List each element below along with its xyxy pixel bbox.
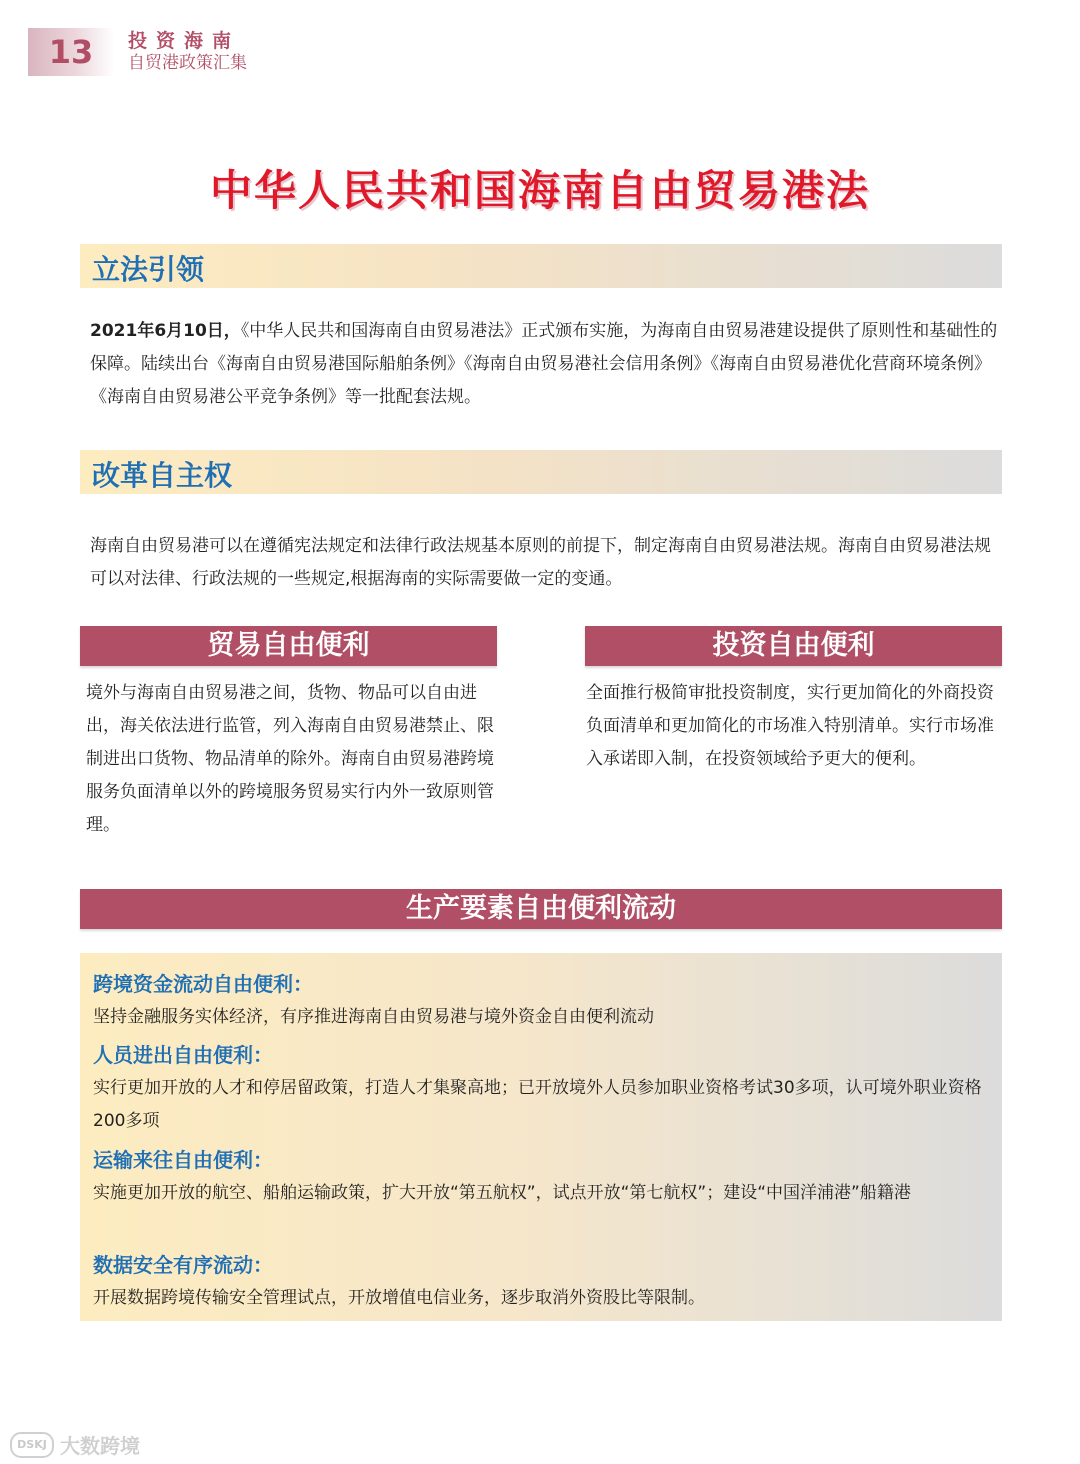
factors-box	[80, 953, 1002, 1321]
factor-title: 人员进出自由便利：	[93, 1043, 273, 1067]
trade-paragraph: 境外与海南自由贸易港之间，货物、物品可以自由进出，海关依法进行监管，列入海南自由贸易港禁止、限制进出口货物、物品清单的除外。海南自由贸易港跨境服务负面清单以外的跨境服务贸易实行内外一致原则管理。	[86, 683, 494, 835]
factor-text: 开展数据跨境传输安全管理试点，开放增值电信业务，逐步取消外资股比等限制。	[93, 1288, 705, 1308]
factor-title: 数据安全有序流动：	[93, 1253, 273, 1277]
page-number: 13	[28, 28, 114, 76]
watermark	[10, 1430, 140, 1459]
factors-heading: 生产要素自由便利流动	[80, 889, 1002, 929]
watermark-logo-icon: DSKJ	[10, 1432, 54, 1458]
section-heading-bar	[80, 244, 1002, 288]
watermark-text: 大数跨境	[60, 1434, 140, 1458]
factor-text: 实施更加开放的航空、船舶运输政策，扩大开放“第五航权”，试点开放“第七航权”；建设“中国洋浦港”船籍港	[93, 1183, 911, 1203]
investment-heading: 投资自由便利	[585, 626, 1002, 666]
factor-text: 坚持金融服务实体经济，有序推进海南自由贸易港与境外资金自由便利流动	[93, 1007, 654, 1027]
legislation-body: 《中华人民共和国海南自由贸易港法》正式颁布实施，为海南自由贸易港建设提供了原则性和基础性的保障。陆续出台《海南自由贸易港国际船舶条例》《海南自由贸易港社会信用条例》《海南自由贸易港优化营商环境条例》《海南自由贸易港公平竞争条例》等一批配套法规。	[90, 321, 998, 407]
list-item	[93, 1248, 993, 1315]
reform-paragraph: 海南自由贸易港可以在遵循宪法规定和法律行政法规基本原则的前提下，制定海南自由贸易港法规。海南自由贸易港法规可以对法律、行政法规的一些规定,根据海南的实际需要做一定的变通。	[90, 536, 991, 589]
investment-paragraph: 全面推行极简审批投资制度，实行更加简化的外商投资负面清单和更加简化的市场准入特别清单。实行市场准入承诺即入制，在投资领域给予更大的便利。	[586, 683, 994, 769]
factor-title: 跨境资金流动自由便利：	[93, 972, 313, 996]
series-title-line2: 自贸港政策汇集	[128, 52, 247, 73]
list-item	[93, 1143, 993, 1210]
section-heading-legislation: 立法引领	[92, 253, 205, 286]
factor-text: 实行更加开放的人才和停居留政策，打造人才集聚高地；已开放境外人员参加职业资格考试30多项，认可境外职业资格200多项	[93, 1078, 982, 1131]
series-title	[128, 29, 247, 73]
list-item	[93, 1038, 993, 1138]
series-title-line1: 投资海南	[128, 29, 241, 52]
section-heading-reform: 改革自主权	[92, 459, 233, 492]
legislation-paragraph	[90, 315, 998, 414]
list-item	[93, 967, 993, 1034]
page-title: 中华人民共和国海南自由贸易港法	[209, 166, 870, 215]
factor-title: 运输来往自由便利：	[93, 1148, 273, 1172]
section-heading-bar	[80, 450, 1002, 494]
trade-heading: 贸易自由便利	[80, 626, 497, 666]
page-header	[28, 28, 247, 76]
legislation-date: 2021年6月10日，	[90, 321, 241, 341]
